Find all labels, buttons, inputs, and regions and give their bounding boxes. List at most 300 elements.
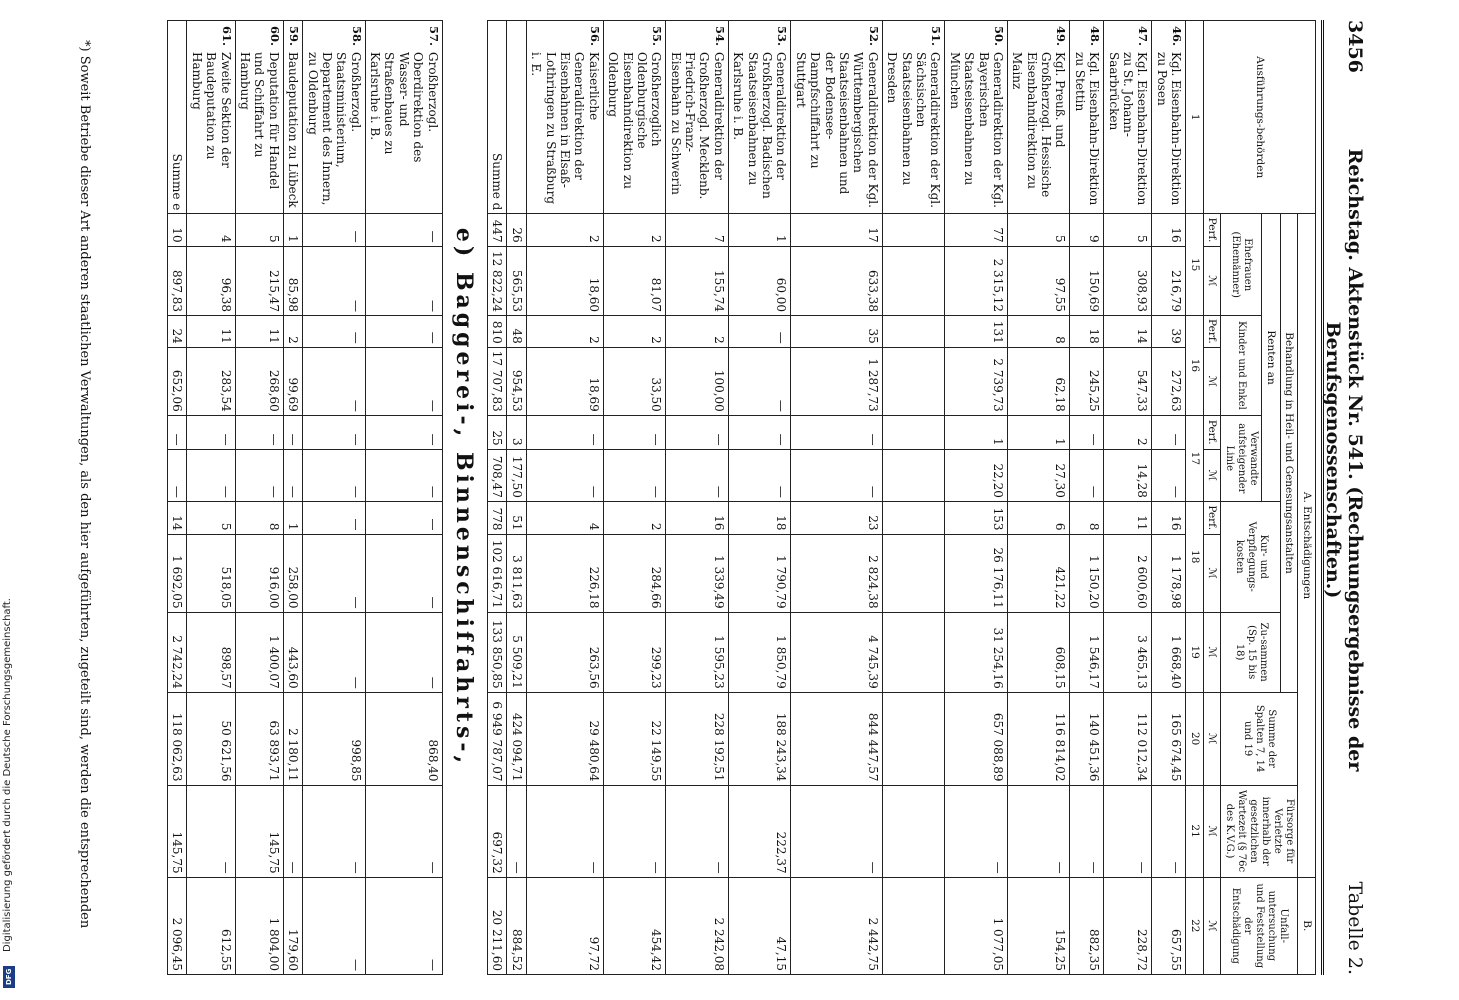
rotated-document-page [24,0,1394,1000]
authority-name: Großherzogl. Staatsministerium, Departement des Innern, zu Oldenburg [303,49,366,214]
cell-c16m: — [365,347,442,415]
cell-c18m: 226,18 [526,534,603,612]
row-number: 58. [303,21,366,50]
column-number: 20 [1186,692,1204,785]
cell-c17p: — [187,415,235,449]
cell-c19: 443,60 [283,612,302,692]
cell-c18p: 1 [283,501,302,534]
cell-c17p: — [603,415,666,449]
cell-c16p: 11 [235,316,283,348]
cell-c17p: — [728,415,791,449]
cell-c15p: 5 [1104,214,1152,246]
cell-c19: 5 509,21 [507,612,526,692]
cell-c22: — [303,877,366,974]
cell-c17p: 1 [1007,415,1070,449]
cell-c17m: — [603,449,666,501]
table-row [728,21,791,975]
cell-c15m: 85,98 [283,246,302,315]
cell-c17p: — [666,415,729,449]
cell-c16p: 35 [791,316,882,348]
cell-c22: 179,60 [283,877,302,974]
authority-name: Generaldirektion der Kgl. Sächsischen Staatseisenbahnen zu Dresden [882,49,945,214]
cell-c16m: 652,06 [168,347,187,415]
cell-c16p: — [303,316,366,348]
cell-c18m: 3 811,63 [507,534,526,612]
cell-c16m: 245,25 [1070,347,1104,415]
mark-header: ℳ [1203,692,1221,785]
cell-c18m: 916,00 [235,534,283,612]
cell-c22: 228,72 [1104,877,1152,974]
cell-c18p: 5 [187,501,235,534]
cell-c19: 1 668,40 [1152,612,1186,692]
cell-c16p: 2 [283,316,302,348]
cell-c17p: — [1070,415,1104,449]
cell-c15m: 12 822,24 [488,246,507,315]
cell-c17m: 708,47 [488,449,507,501]
cell-c22: 20 211,60 [488,877,507,974]
c18-header: Kur- und Verpflegungs-kosten [1221,501,1280,612]
row-number: 49. [1007,21,1070,50]
cell-c20: 29 480,64 [526,692,603,785]
cell-c18m: 2 600,60 [1104,534,1152,612]
cell-c16p: 24 [168,316,187,348]
c16-header: Kinder und Enkel [1221,316,1262,416]
cell-c17m: — [1152,449,1186,501]
authority-name: Generaldirektion der Kgl. Württembergischen Staatseisenbahnen und der Bodensee-Dampfschiffahrt zu Stuttgart [791,49,882,214]
table-row [187,21,235,975]
mark-header: ℳ [1203,347,1221,415]
row-number: 50. [945,21,1008,50]
cell-c18m: — [365,534,442,612]
cell-c20: 424 094,71 [507,692,526,785]
cell-c20: 998,85 [303,692,366,785]
cell-c17p: 3 [507,415,526,449]
section-e-heading-row [442,21,487,975]
cell-c18m [882,534,945,612]
authority-name: Generaldirektion der Großherzogl. Badischen Staatseisenbahnen zu Karlsruhe i. B. [728,49,791,214]
table-row [365,21,442,975]
cell-c15p: 9 [1070,214,1104,246]
sum-row [488,21,507,975]
authority-name: Großherzoglich Oldenburgische Eisenbahndirektion zu Oldenburg [603,49,666,214]
row-number [507,21,526,50]
cell-c15m: — [365,246,442,315]
row-number: 59. [283,21,302,50]
cell-c16p: 39 [1152,316,1186,348]
cell-c20: 6 949 787,07 [488,692,507,785]
cell-c21: 145,75 [168,785,187,877]
table-row [526,21,603,975]
table-row [791,21,882,975]
cell-c18p: 16 [666,501,729,534]
cell-c22: 1 804,00 [235,877,283,974]
row-number: 48. [1070,21,1104,50]
cell-c15m [882,246,945,315]
cell-c19: 4 745,39 [791,612,882,692]
cell-c22: 2 442,75 [791,877,882,974]
cell-c19: 2 742,24 [168,612,187,692]
cell-c17p [882,415,945,449]
cell-c20: 2 180,11 [283,692,302,785]
cell-c15p: 2 [603,214,666,246]
cell-c20: 63 893,71 [235,692,283,785]
table-row [1070,21,1104,975]
cell-c19: 299,23 [603,612,666,692]
cell-c15m: 633,38 [791,246,882,315]
cell-c16m: 62,18 [1007,347,1070,415]
cell-c17p: 25 [488,415,507,449]
table-row [507,21,526,975]
cell-c21: — [603,785,666,877]
cell-c21: — [791,785,882,877]
cell-c18m: 1 178,98 [1152,534,1186,612]
cell-c21: — [1070,785,1104,877]
header-rule [1321,20,1324,975]
mark-header: ℳ [1203,534,1221,612]
cell-c15p: 26 [507,214,526,246]
table-row [666,21,729,975]
cell-c16p: 48 [507,316,526,348]
c15-header: Ehefrauen (Ehemänner) [1221,214,1262,316]
cell-c21: — [526,785,603,877]
cell-c16p: 14 [1104,316,1152,348]
cell-c15p: 77 [945,214,1008,246]
cell-c17m: — [791,449,882,501]
cell-c16m: — [728,347,791,415]
cell-c21: — [945,785,1008,877]
row-number [488,21,507,50]
cell-c17p: 2 [1104,415,1152,449]
cell-c17p: — [168,415,187,449]
persons-header: Perf. [1203,501,1221,534]
cell-c18p: 4 [526,501,603,534]
cell-c16m: 268,60 [235,347,283,415]
cell-c15p: — [303,214,366,246]
column-number: 21 [1186,785,1204,877]
cell-c16m: 17 707,83 [488,347,507,415]
cell-c20: 140 451,36 [1070,692,1104,785]
table-row [303,21,366,975]
authority-name: Summe e [168,49,187,214]
mark-header: ℳ [1203,877,1221,974]
section-e-heading: e) Baggerei-, Binnenschiffahrts-, [442,21,487,975]
cell-c15p: 5 [235,214,283,246]
cell-c15m: 216,79 [1152,246,1186,315]
cell-c15m: 60,00 [728,246,791,315]
renten-header: Renten an [1262,214,1280,502]
row-number: 53. [728,21,791,50]
cell-c18m: 284,66 [603,534,666,612]
cell-c22: 884,52 [507,877,526,974]
cell-c17p: — [235,415,283,449]
group-a-header: A. Entschädigungen [1298,214,1316,877]
cell-c17p: 1 [945,415,1008,449]
cell-c22 [882,877,945,974]
cell-c17m: 22,20 [945,449,1008,501]
cell-c22: 47,15 [728,877,791,974]
row-number: 54. [666,21,729,50]
cell-c18m: 421,22 [1007,534,1070,612]
authority-name: Baudeputation zu Lübeck [283,49,302,214]
cell-c15m: 96,38 [187,246,235,315]
cell-c17m [882,449,945,501]
cell-c16m: 33,50 [603,347,666,415]
cell-c15m: 155,74 [666,246,729,315]
sum-row [168,21,187,975]
cell-c18m: 1 339,49 [666,534,729,612]
cell-c18m: 518,05 [187,534,235,612]
cell-c16p: 810 [488,316,507,348]
heil-header: Behandlung in Heil- und Genesungsanstalten [1280,214,1298,692]
cell-c16p: 8 [1007,316,1070,348]
cell-c18m: 1 790,79 [728,534,791,612]
cell-c15m: 215,47 [235,246,283,315]
group-b-header: B. [1298,877,1316,974]
cell-c20 [882,692,945,785]
cell-c22: 2 096,45 [168,877,187,974]
authority-name [507,49,526,214]
cell-c18p: — [365,501,442,534]
cell-c16m: — [303,347,366,415]
cell-c22: 2 242,08 [666,877,729,974]
persons-header: Perf. [1203,214,1221,246]
cell-c18p: 11 [1104,501,1152,534]
authority-name: Kaiserliche Generaldirektion der Eisenbahnen in Elsaß-Lothringen zu Straßburg i. E. [526,49,603,214]
cell-c18p: 8 [1070,501,1104,534]
cell-c19: 608,15 [1007,612,1070,692]
cell-c15m: 150,69 [1070,246,1104,315]
cell-c22: 612,55 [187,877,235,974]
cell-c15p [882,214,945,246]
cell-c20: 50 621,56 [187,692,235,785]
cell-c20: 228 192,51 [666,692,729,785]
cell-c17p: — [526,415,603,449]
cell-c21: 222,37 [728,785,791,877]
cell-c19: — [365,612,442,692]
row-number: 60. [235,21,283,50]
cell-c21: — [187,785,235,877]
cell-c16m: 99,69 [283,347,302,415]
cell-c20: 165 674,45 [1152,692,1186,785]
cell-c15m: 2 315,12 [945,246,1008,315]
results-table [167,20,1316,975]
cell-c15p: 16 [1152,214,1186,246]
authority-name: Kgl. Eisenbahn-Direktion zu Posen [1152,49,1186,214]
cell-c16m: 547,33 [1104,347,1152,415]
column-number: 22 [1186,877,1204,974]
cell-c21: — [1104,785,1152,877]
cell-c18m: — [303,534,366,612]
cell-c17p: — [283,415,302,449]
table-row [1104,21,1152,975]
cell-c18m: 1 692,05 [168,534,187,612]
cell-c17p: — [791,415,882,449]
authority-name: Kgl. Eisenbahn-Direktion zu St. Johann-Saarbrücken [1104,49,1152,214]
cell-c17m: — [1070,449,1104,501]
table-row [1007,21,1070,975]
page-number: 3456 [1344,20,1366,73]
cell-c16p: 131 [945,316,1008,348]
cell-c18p: 14 [168,501,187,534]
cell-c15m: — [303,246,366,315]
cell-c19: 1 400,07 [235,612,283,692]
cell-c18m: 26 176,11 [945,534,1008,612]
cell-c15m: 97,55 [1007,246,1070,315]
row-number: 51. [882,21,945,50]
cell-c17p: — [365,415,442,449]
footnote: *) Soweit Betriebe dieser Art anderen staatlichen Verwaltungen, als den hier aufgeführten, zugeteilt sind, werden die entsprechenden [77,40,92,929]
persons-header: Perf. [1203,415,1221,449]
row-number: 57. [365,21,442,50]
cell-c17m: — [168,449,187,501]
cell-c22: 454,42 [603,877,666,974]
cell-c16p: 11 [187,316,235,348]
authority-name: Generaldirektion der Kgl. Bayerischen Staatseisenbahnen zu München [945,49,1008,214]
cell-c17m: — [235,449,283,501]
cell-c18p: 16 [1152,501,1186,534]
section-e-rows [168,21,488,975]
row-number: 61. [187,21,235,50]
cell-c17m: 177,50 [507,449,526,501]
cell-c18m: 2 824,38 [791,534,882,612]
column-number: 15 [1186,214,1204,316]
c20-header: Summe der Spalten 7, 14 und 19 [1221,692,1298,785]
cell-c15p: 5 [1007,214,1070,246]
authority-name: Generaldirektion der Großherzogl. Mecklenb. Friedrich-Franz-Eisenbahn zu Schwerin [666,49,729,214]
mark-header: ℳ [1203,449,1221,501]
cell-c15p: — [365,214,442,246]
cell-c17m: — [303,449,366,501]
cell-c22: 657,55 [1152,877,1186,974]
cell-c20: 188 243,34 [728,692,791,785]
cell-c19: 3 465,13 [1104,612,1152,692]
cell-c21: — [303,785,366,877]
cell-c20: 657 088,89 [945,692,1008,785]
cell-c22: — [365,877,442,974]
page-header [1322,20,1366,975]
cell-c19: 1 546,17 [1070,612,1104,692]
cell-c17m: — [666,449,729,501]
persons-header: Perf. [1203,316,1221,348]
cell-c19: 31 254,16 [945,612,1008,692]
row-number: 47. [1104,21,1152,50]
cell-c20: 112 012,34 [1104,692,1152,785]
cell-c20: 22 149,55 [603,692,666,785]
cell-c18p: — [303,501,366,534]
cell-c18p [882,501,945,534]
cell-c18p: 18 [728,501,791,534]
cell-c15p: 1 [728,214,791,246]
cell-c21: — [283,785,302,877]
section-d-rows [488,21,1186,975]
cell-c15m: 18,60 [526,246,603,315]
cell-c21: — [507,785,526,877]
cell-c17m: — [526,449,603,501]
cell-c16p: 2 [603,316,666,348]
cell-c17p: — [1152,415,1186,449]
cell-c21: 145,75 [235,785,283,877]
cell-c17m: — [365,449,442,501]
table-row [235,21,283,975]
cell-c17p: — [303,415,366,449]
mark-header: ℳ [1203,612,1221,692]
cell-c19: 263,56 [526,612,603,692]
cell-c16m [882,347,945,415]
c22-header: Unfall-untersuchung und Feststellung der Entschädigung [1221,877,1298,974]
cell-c18m: 258,00 [283,534,302,612]
cell-c17m: — [728,449,791,501]
cell-c17m: 14,28 [1104,449,1152,501]
row-number: 55. [603,21,666,50]
cell-c21: 697,32 [488,785,507,877]
table-row [882,21,945,975]
cell-c18p: 23 [791,501,882,534]
row-number: 52. [791,21,882,50]
digitization-credit: Digitalisierung gefördert durch die Deutsche Forschungsgemeinschaft. [2,598,13,953]
column-number: 16 [1186,316,1204,416]
table-label: Tabelle 2. [1344,881,1366,975]
dfg-logo: DFG [3,966,15,988]
cell-c15m: 81,07 [603,246,666,315]
cell-c15m: 565,53 [507,246,526,315]
cell-c18p: 6 [1007,501,1070,534]
cell-c20: 116 814,02 [1007,692,1070,785]
table-row [283,21,302,975]
column-number: 18 [1186,501,1204,612]
cell-c15p: 1 [283,214,302,246]
cell-c16m: 272,63 [1152,347,1186,415]
authority-name: Zweite Sektion der Baudeputation zu Hamburg [187,49,235,214]
cell-c15p: 4 [187,214,235,246]
cell-c22: 154,25 [1007,877,1070,974]
cell-c21 [882,785,945,877]
cell-c19: 1 595,23 [666,612,729,692]
row-number: 56. [526,21,603,50]
mark-header: ℳ [1203,246,1221,315]
cell-c16p: 2 [526,316,603,348]
cell-c16m: 954,53 [507,347,526,415]
cell-c15m: 308,93 [1104,246,1152,315]
cell-c15p: 7 [666,214,729,246]
table-row [1152,21,1186,975]
col1-header: Ausführungs-behörden [1203,21,1315,214]
cell-c21: — [365,785,442,877]
cell-c16m: 100,00 [666,347,729,415]
table-row [603,21,666,975]
authority-name: Großherzogl. Oberdirektion des Wasser- und Straßenbaues zu Karlsruhe i. B. [365,49,442,214]
cell-c19: 898,57 [187,612,235,692]
cell-c20: 118 062,63 [168,692,187,785]
cell-c20: 844 447,57 [791,692,882,785]
cell-c22: 1 077,05 [945,877,1008,974]
cell-c18p: 51 [507,501,526,534]
cell-c18p: 778 [488,501,507,534]
authority-name: Deputation für Handel und Schiffahrt zu Hamburg [235,49,283,214]
cell-c16p: — [728,316,791,348]
cell-c18m: 102 616,71 [488,534,507,612]
cell-c18p: 153 [945,501,1008,534]
cell-c19: 133 850,85 [488,612,507,692]
row-number: 46. [1152,21,1186,50]
cell-c21: — [1152,785,1186,877]
cell-c18p: 2 [603,501,666,534]
cell-c21: — [1007,785,1070,877]
cell-c18m: 1 150,20 [1070,534,1104,612]
cell-c17m: 27,30 [1007,449,1070,501]
cell-c16m: 1 287,73 [791,347,882,415]
column-number: 17 [1186,415,1204,501]
cell-c17m: — [283,449,302,501]
